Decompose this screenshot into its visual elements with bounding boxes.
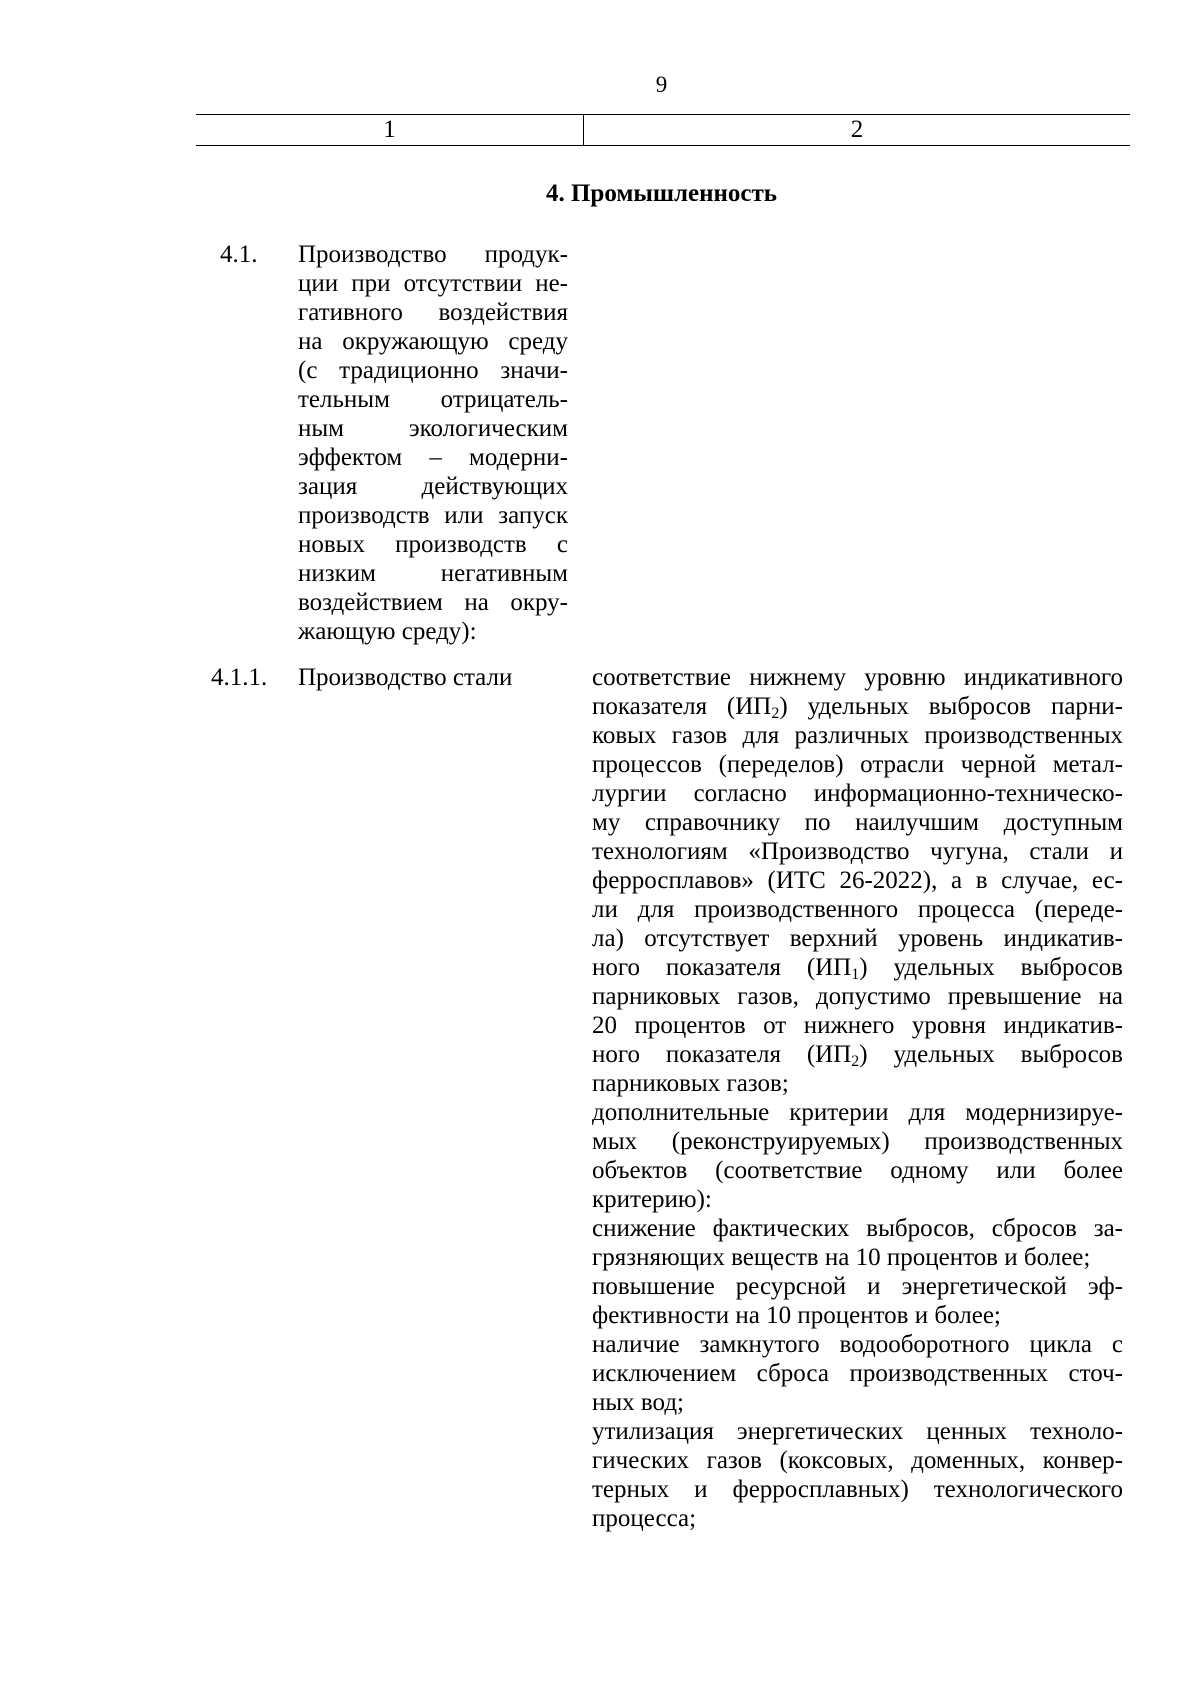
criteria-line: снижение фактических выбросов, сбросов за- [592,1215,1123,1242]
row-name-line: производств или запуск [298,502,568,529]
criteria-line: грязняющих веществ на 10 процентов и более; [592,1244,1091,1271]
criteria-text: ) удельных выбросов парни- [779,693,1123,720]
criteria-line: ных вод; [592,1389,685,1416]
subscript: 2 [851,1053,860,1070]
criteria-text: ного показателя (ИП [592,954,852,981]
criteria-text: ного показателя (ИП [592,1041,852,1068]
row-number: 4.1. [220,241,258,268]
criteria-line: процесса; [592,1505,697,1532]
criteria-line: соответствие нижнему уровню индикативного [592,664,1123,691]
criteria-line: парниковых газов; [592,1070,789,1097]
criteria-line: ферросплавов» (ИТС 26-2022), а в случае, ес- [592,867,1123,894]
row-name-line: эффектом – модерни- [298,444,568,471]
criteria-line: ковых газов для различных производственных [592,722,1123,749]
row-name-line: ции при отсутствии не- [298,270,568,297]
row-name-line: низким негативным [298,560,568,587]
criteria-line: мых (реконструируемых) производственных [592,1128,1123,1155]
criteria-line: фективности на 10 процентов и более; [592,1302,1001,1329]
criteria-line: парниковых газов, допустимо превышение на [592,983,1123,1010]
table-header-col-1: 1 [196,115,584,145]
row-name-line: Производство продук- [298,241,568,268]
row-name-line: ным экологическим [298,415,568,442]
criteria-text: ) удельных выбросов [859,1041,1123,1068]
criteria-line: утилизация энергетических ценных техноло- [592,1418,1123,1445]
criteria-line: объектов (соответствие одному или более [592,1157,1123,1184]
criteria-line [592,692,1123,721]
row-number: 4.1.1. [211,664,268,691]
criteria-line: гических газов (коксовых, доменных, конвер- [592,1447,1123,1474]
row-name-line: гативного воздействия [298,299,568,326]
row-name-line: воздействием на окру- [298,589,568,616]
criteria-line: исключением сброса производственных сточ- [592,1360,1123,1387]
criteria-line: ли для производственного процесса (переде- [592,896,1123,923]
section-title: 4. Промышленность [545,180,778,207]
row-name-line: зация действующих [298,473,568,500]
criteria-text: ) удельных выбросов [859,954,1123,981]
criteria-line: критерию): [592,1186,712,1213]
criteria-line: 20 процентов от нижнего уровня индикатив- [592,1012,1123,1039]
table-header [196,114,1130,146]
criteria-line: лургии согласно информационно-техническо- [592,780,1123,807]
row-name [298,663,568,692]
page-number: 9 [655,72,668,97]
subscript: 2 [771,705,780,722]
row-name-line: тельным отрицатель- [298,386,568,413]
row-name [298,240,568,646]
criteria-line: технологиям «Производство чугуна, стали и [592,838,1123,865]
row-name-line: (с традиционно значи- [298,357,568,384]
criteria-line: терных и ферросплавных) технологического [592,1476,1123,1503]
table-header-col-2: 2 [850,116,864,143]
row-criteria [592,663,1123,1533]
subscript: 1 [851,966,860,983]
criteria-line [592,1040,1123,1069]
row-name-line: на окружающую среду [298,328,568,355]
criteria-line: му справочнику по наилучшим доступным [592,809,1123,836]
criteria-line: дополнительные критерии для модернизируе- [592,1099,1123,1126]
row-name-line: Производство стали [298,664,513,691]
criteria-text: показателя (ИП [592,693,772,720]
criteria-line: повышение ресурсной и энергетической эф- [592,1273,1123,1300]
criteria-line: ла) отсутствует верхний уровень индикатив- [592,925,1123,952]
criteria-line: наличие замкнутого водооборотного цикла с [592,1331,1123,1358]
row-name-line: жающую среду): [298,618,477,645]
criteria-line: процессов (переделов) отрасли черной метал- [592,751,1123,778]
criteria-line [592,953,1123,982]
row-name-line: новых производств с [298,531,568,558]
